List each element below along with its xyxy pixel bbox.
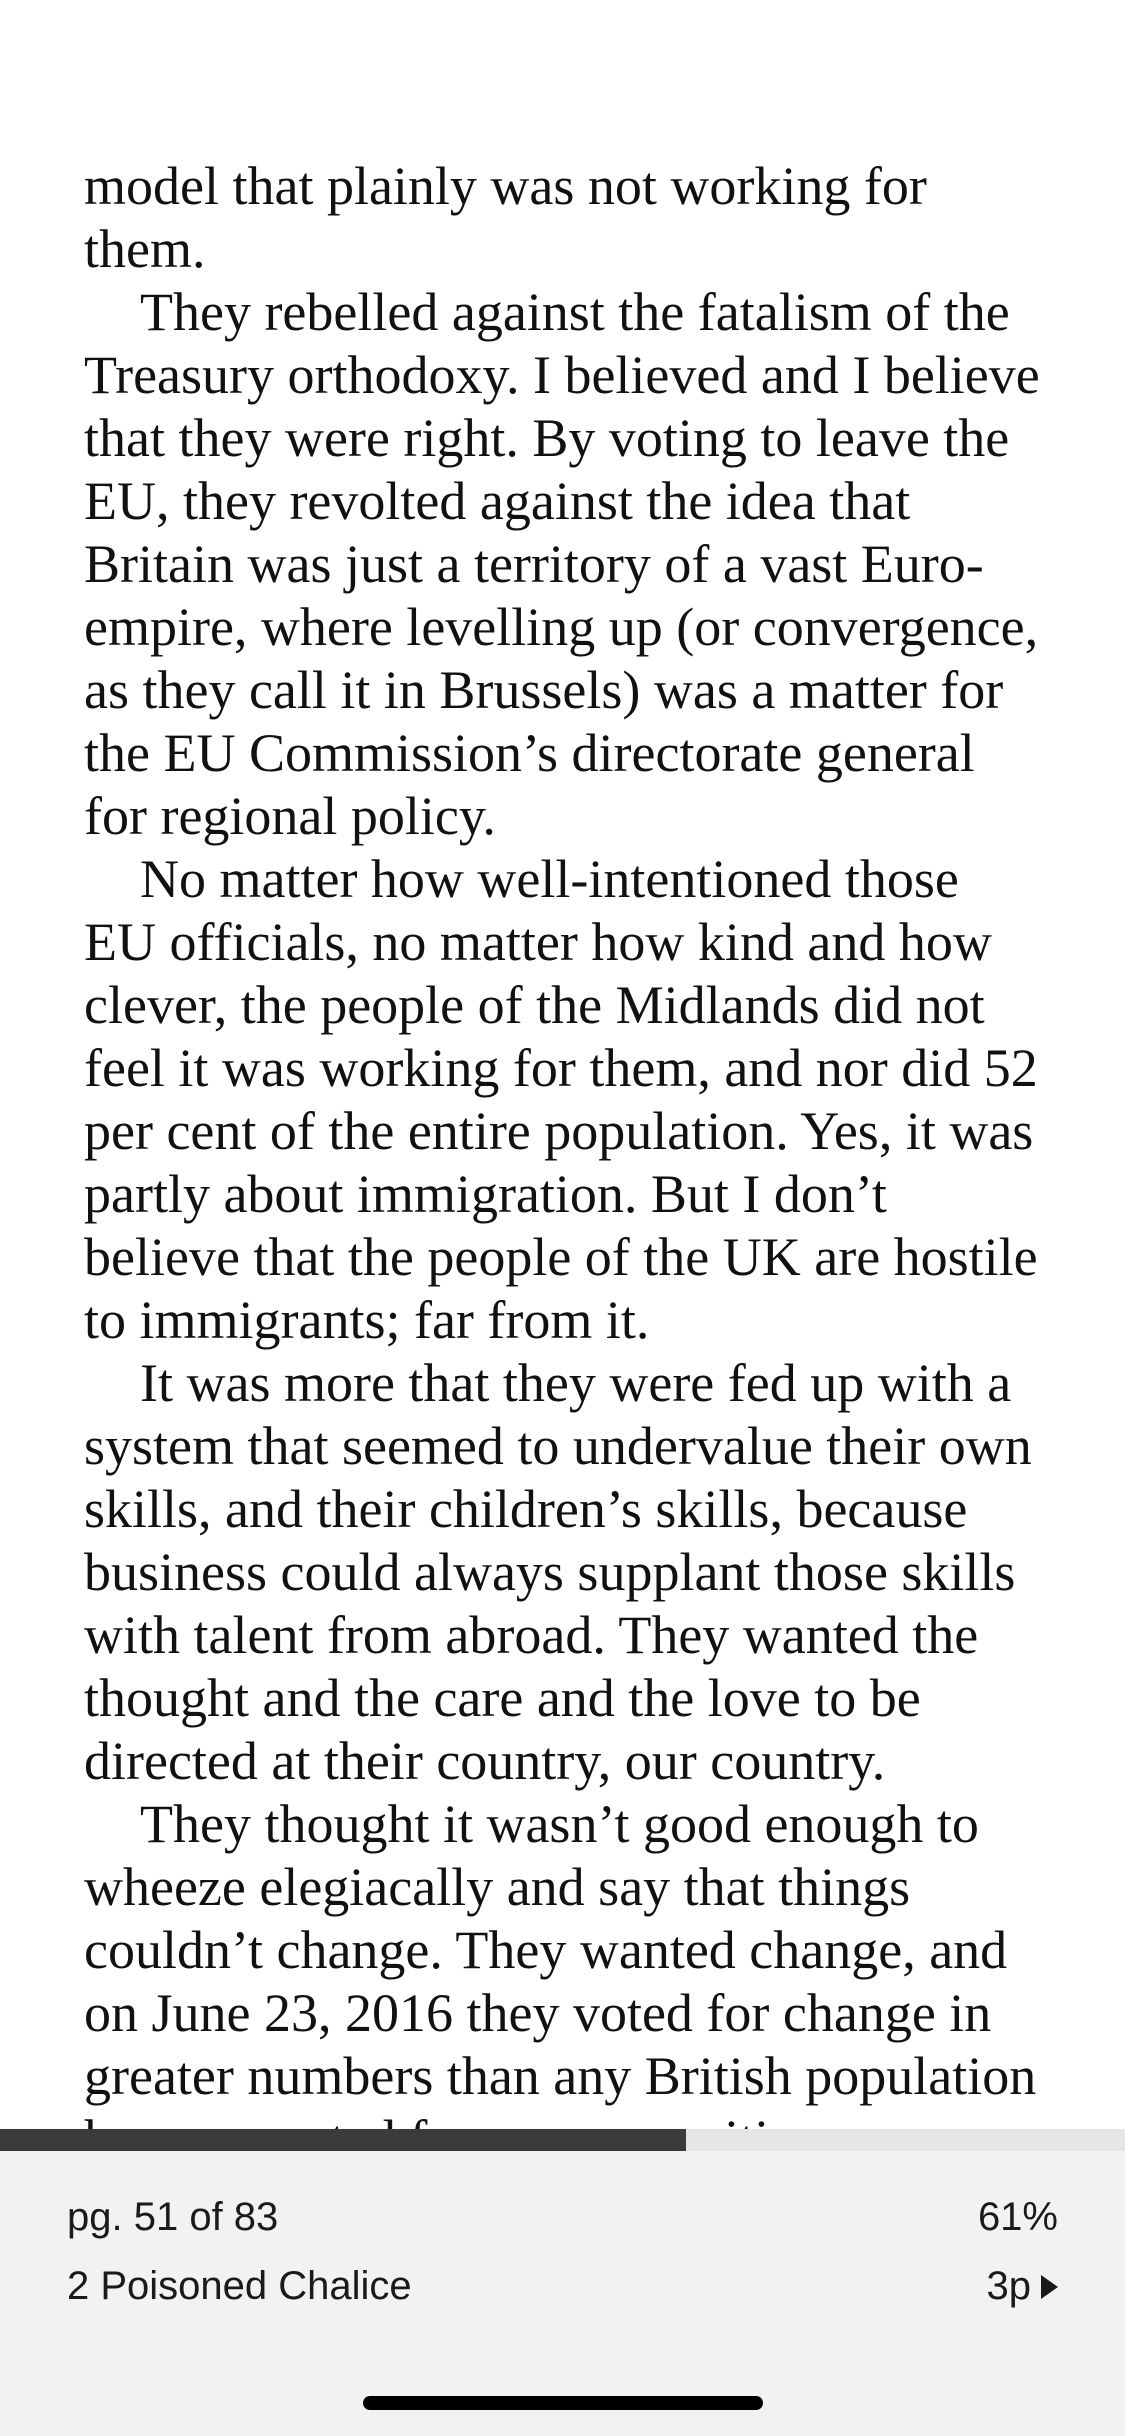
text-line: It was more that they were fed up with a	[140, 1353, 1012, 1413]
text-line: Treasury orthodoxy. I believed and I believe	[84, 345, 1040, 405]
text-line: They thought it wasn’t good enough to	[140, 1794, 979, 1854]
percent-read: 61%	[977, 2195, 1058, 2239]
text-line: Britain was just a territory of a vast Euro-	[84, 534, 984, 594]
text-line: EU, they revolted against the idea that	[84, 471, 911, 531]
text-line: on June 23, 2016 they voted for change in	[84, 1983, 992, 2043]
text-line: per cent of the entire population. Yes, it was	[84, 1101, 1034, 1161]
book-text	[84, 155, 1074, 2171]
text-line: empire, where levelling up (or convergence,	[84, 597, 1039, 657]
text-line: feel it was working for them, and nor did 52	[84, 1038, 1038, 1098]
reading-progress-fill	[0, 2129, 686, 2151]
page-indicator: pg. 51 of 83	[67, 2195, 279, 2239]
text-line: wheeze elegiacally and say that things	[84, 1857, 911, 1917]
text-line: that they were right. By voting to leave the	[84, 408, 1010, 468]
text-line: for regional policy.	[84, 786, 496, 846]
play-icon	[1041, 2275, 1058, 2299]
reader-footer	[0, 2151, 1125, 2436]
text-line: No matter how well-intentioned those	[140, 849, 959, 909]
text-line: believe that the people of the UK are hostile	[84, 1227, 1038, 1287]
text-line: partly about immigration. But I don’t	[84, 1164, 887, 1224]
text-line: EU officials, no matter how kind and how	[84, 912, 992, 972]
text-line: greater numbers than any British population	[84, 2046, 1037, 2106]
text-line: model that plainly was not working for	[84, 156, 927, 216]
text-line: clever, the people of the Midlands did not	[84, 975, 985, 1035]
home-indicator[interactable]	[363, 2396, 763, 2410]
text-line: as they call it in Brussels) was a matter for	[84, 660, 1004, 720]
chapter-title: 2 Poisoned Chalice	[67, 2264, 412, 2308]
text-line: couldn’t change. They wanted change, and	[84, 1920, 1008, 1980]
text-line: to immigrants; far from it.	[84, 1290, 650, 1350]
text-line: with talent from abroad. They wanted the	[84, 1605, 979, 1665]
text-line: skills, and their children’s skills, because	[84, 1479, 968, 1539]
pages-left-label: 3p	[986, 2264, 1031, 2308]
reading-progress-bar[interactable]	[0, 2129, 1125, 2151]
text-line: thought and the care and the love to be	[84, 1668, 921, 1728]
text-line: They rebelled against the fatalism of the	[140, 282, 1010, 342]
pages-left-button[interactable]	[987, 2264, 1059, 2309]
text-line: directed at their country, our country.	[84, 1731, 886, 1791]
text-line: the EU Commission’s directorate general	[84, 723, 975, 783]
text-line: business could always supplant those skills	[84, 1542, 1016, 1602]
text-line: them.	[84, 219, 206, 279]
text-line: system that seemed to undervalue their own	[84, 1416, 1032, 1476]
